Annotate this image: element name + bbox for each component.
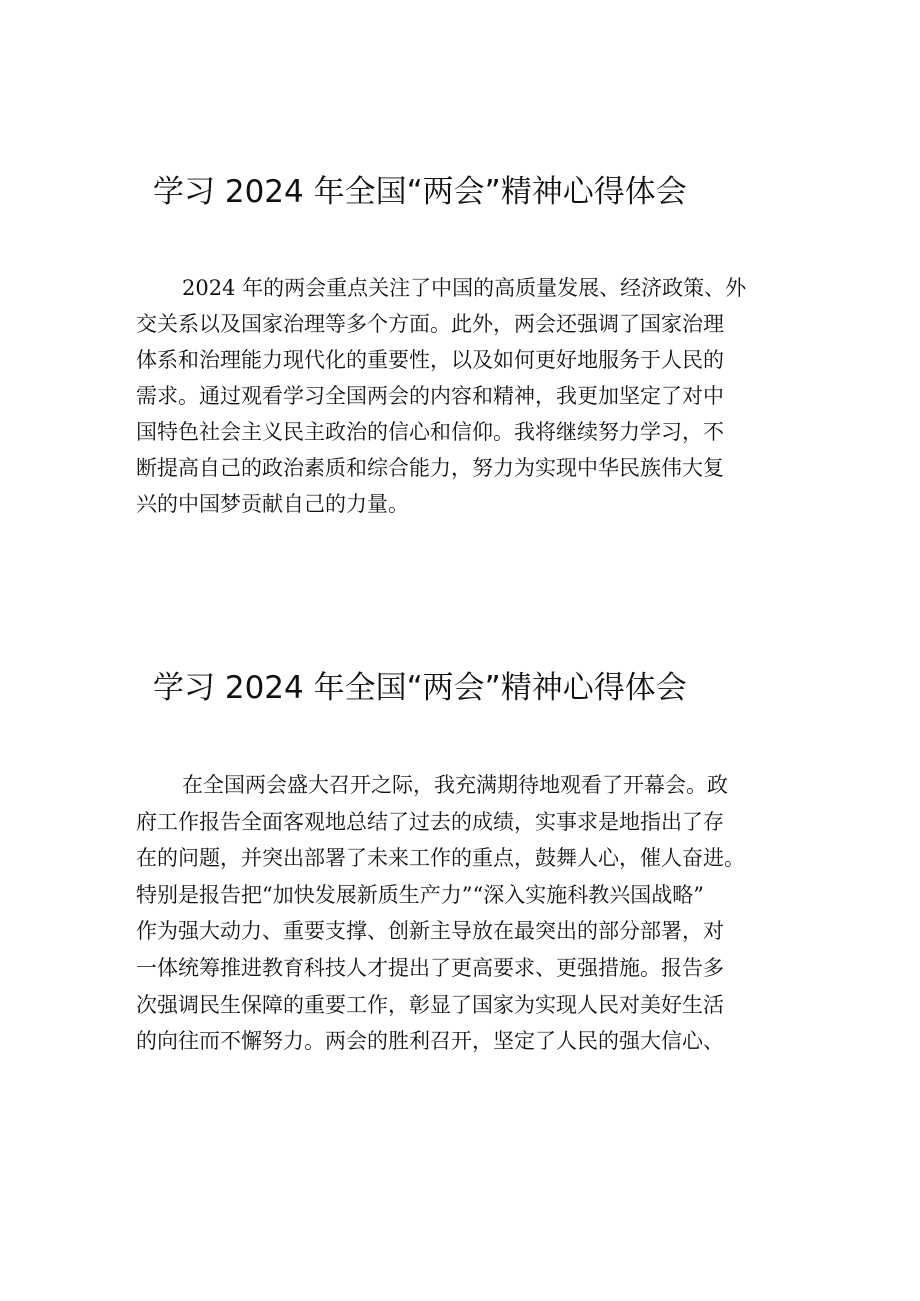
paragraph-line: 断提高自己的政治素质和综合能力，努力为实现中华民族伟大复: [136, 456, 724, 480]
paragraph-line: 2024 年的两会重点关注了中国的高质量发展、经济政策、外: [182, 276, 747, 300]
paragraph-line: 特别是报告把“加快发展新质生产力”“深入实施科教兴国战略”: [136, 882, 704, 907]
paragraph-line: 需求。通过观看学习全国两会的内容和精神，我更加坚定了对中: [136, 384, 724, 408]
paragraph-line: 体系和治理能力现代化的重要性，以及如何更好地服务于人民的: [136, 348, 724, 372]
paragraph-line: 兴的中国梦贡献自己的力量。: [136, 492, 409, 516]
section-paragraph: [136, 767, 796, 1060]
paragraph-line: 在的问题，并突出部署了未来工作的重点，鼓舞人心，催人奋进。: [136, 846, 745, 871]
section-title: 学习 2024 年全国“两会”精神心得体会: [153, 670, 687, 706]
paragraph-line: 国特色社会主义民主政治的信心和信仰。我将继续努力学习，不: [136, 420, 724, 444]
paragraph-line: 交关系以及国家治理等多个方面。此外，两会还强调了国家治理: [136, 312, 724, 336]
paragraph-line: 的向往而不懈努力。两会的胜利召开，坚定了人民的强大信心、: [136, 1029, 724, 1054]
paragraph-line: 府工作报告全面客观地总结了过去的成绩，实事求是地指出了存: [136, 809, 724, 834]
paragraph-line: 作为强大动力、重要支撑、创新主导放在最突出的部分部署，对: [136, 919, 724, 944]
paragraph-line: 一体统筹推进教育科技人才提出了更高要求、更强措施。报告多: [136, 955, 724, 980]
paragraph-line: 次强调民生保障的重要工作，彰显了国家为实现人民对美好生活: [136, 992, 724, 1017]
paragraph-line: 在全国两会盛大召开之际，我充满期待地观看了开幕会。政: [182, 773, 728, 797]
section-paragraph: [136, 270, 796, 522]
section-title: 学习 2024 年全国“两会”精神心得体会: [153, 174, 687, 210]
